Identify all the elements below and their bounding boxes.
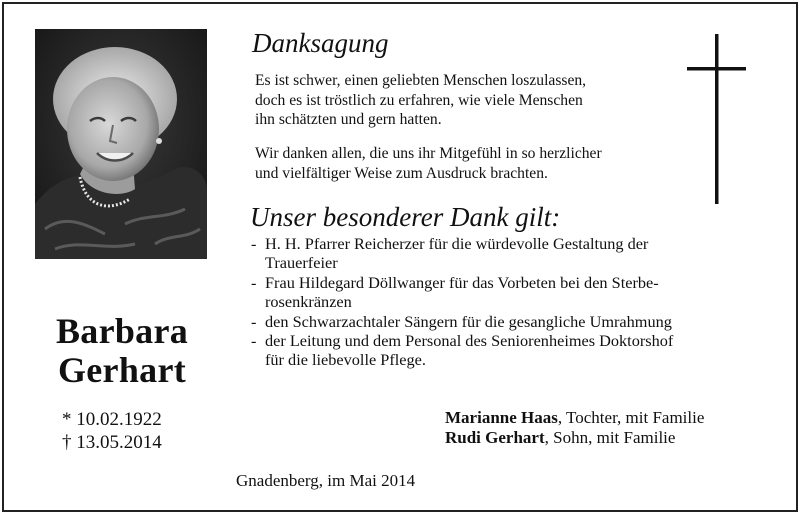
- list-bullet: -: [251, 272, 257, 292]
- signer-row: [445, 428, 704, 448]
- list-item-line: H. H. Pfarrer Reicherzer für die würdevolle Gestaltung der: [265, 234, 649, 253]
- list-item-line: der Leitung und dem Personal des Seniorenheimes Doktorshof: [265, 331, 674, 351]
- life-dates: [62, 408, 162, 454]
- list-item: [251, 234, 673, 273]
- list-item: [251, 331, 673, 370]
- intro-paragraph: [255, 71, 586, 130]
- special-thanks-heading: Unser besonderer Dank gilt:: [250, 202, 561, 232]
- first-name: Barbara: [55, 311, 189, 351]
- portrait-image: [35, 29, 207, 259]
- list-item-line: den Schwarzachtaler Sängern für die gesangliche Umrahmung: [265, 311, 672, 331]
- intro-line: doch es ist tröstlich zu erfahren, wie viele Menschen: [255, 91, 583, 109]
- portrait-photo: [35, 29, 207, 259]
- intro-line: Es ist schwer, einen geliebten Menschen loszulassen,: [255, 72, 587, 89]
- list-item-line: Trauerfeier: [265, 253, 338, 273]
- signer-name: Rudi Gerhart: [445, 427, 545, 447]
- thanks-line: Wir danken allen, die uns ihr Mitgefühl in so herzlicher: [255, 145, 602, 162]
- special-thanks-list: [251, 234, 673, 370]
- signer-relation: , Tochter, mit Familie: [557, 408, 705, 427]
- intro-line: ihn schätzten und gern hatten.: [255, 111, 442, 128]
- list-item-line: Frau Hildegard Döllwanger für das Vorbeten bei den Sterbe-: [265, 272, 659, 292]
- latin-cross-icon: [687, 34, 747, 206]
- deceased-name: [24, 312, 220, 390]
- list-item: [251, 273, 673, 312]
- birth-date: * 10.02.1922: [62, 409, 162, 430]
- list-item: [251, 312, 673, 331]
- list-item-line: rosenkränzen: [265, 292, 352, 312]
- place-and-date: Gnadenberg, im Mai 2014: [236, 471, 416, 490]
- list-bullet: -: [251, 311, 257, 331]
- thanks-paragraph: [255, 144, 602, 183]
- last-name: Gerhart: [57, 350, 187, 390]
- signer-row: [445, 408, 704, 428]
- signer-relation: , Sohn, mit Familie: [544, 427, 676, 447]
- signer-name: Marianne Haas: [445, 408, 558, 427]
- heading-danksagung: Danksagung: [252, 28, 389, 58]
- signers: [445, 408, 704, 447]
- list-bullet: -: [251, 234, 257, 253]
- obituary-card: [2, 2, 798, 512]
- thanks-line: und vielfältiger Weise zum Ausdruck brachten.: [255, 164, 548, 182]
- list-item-line: für die liebevolle Pflege.: [265, 350, 426, 370]
- list-bullet: -: [251, 331, 257, 351]
- death-date: † 13.05.2014: [62, 432, 162, 453]
